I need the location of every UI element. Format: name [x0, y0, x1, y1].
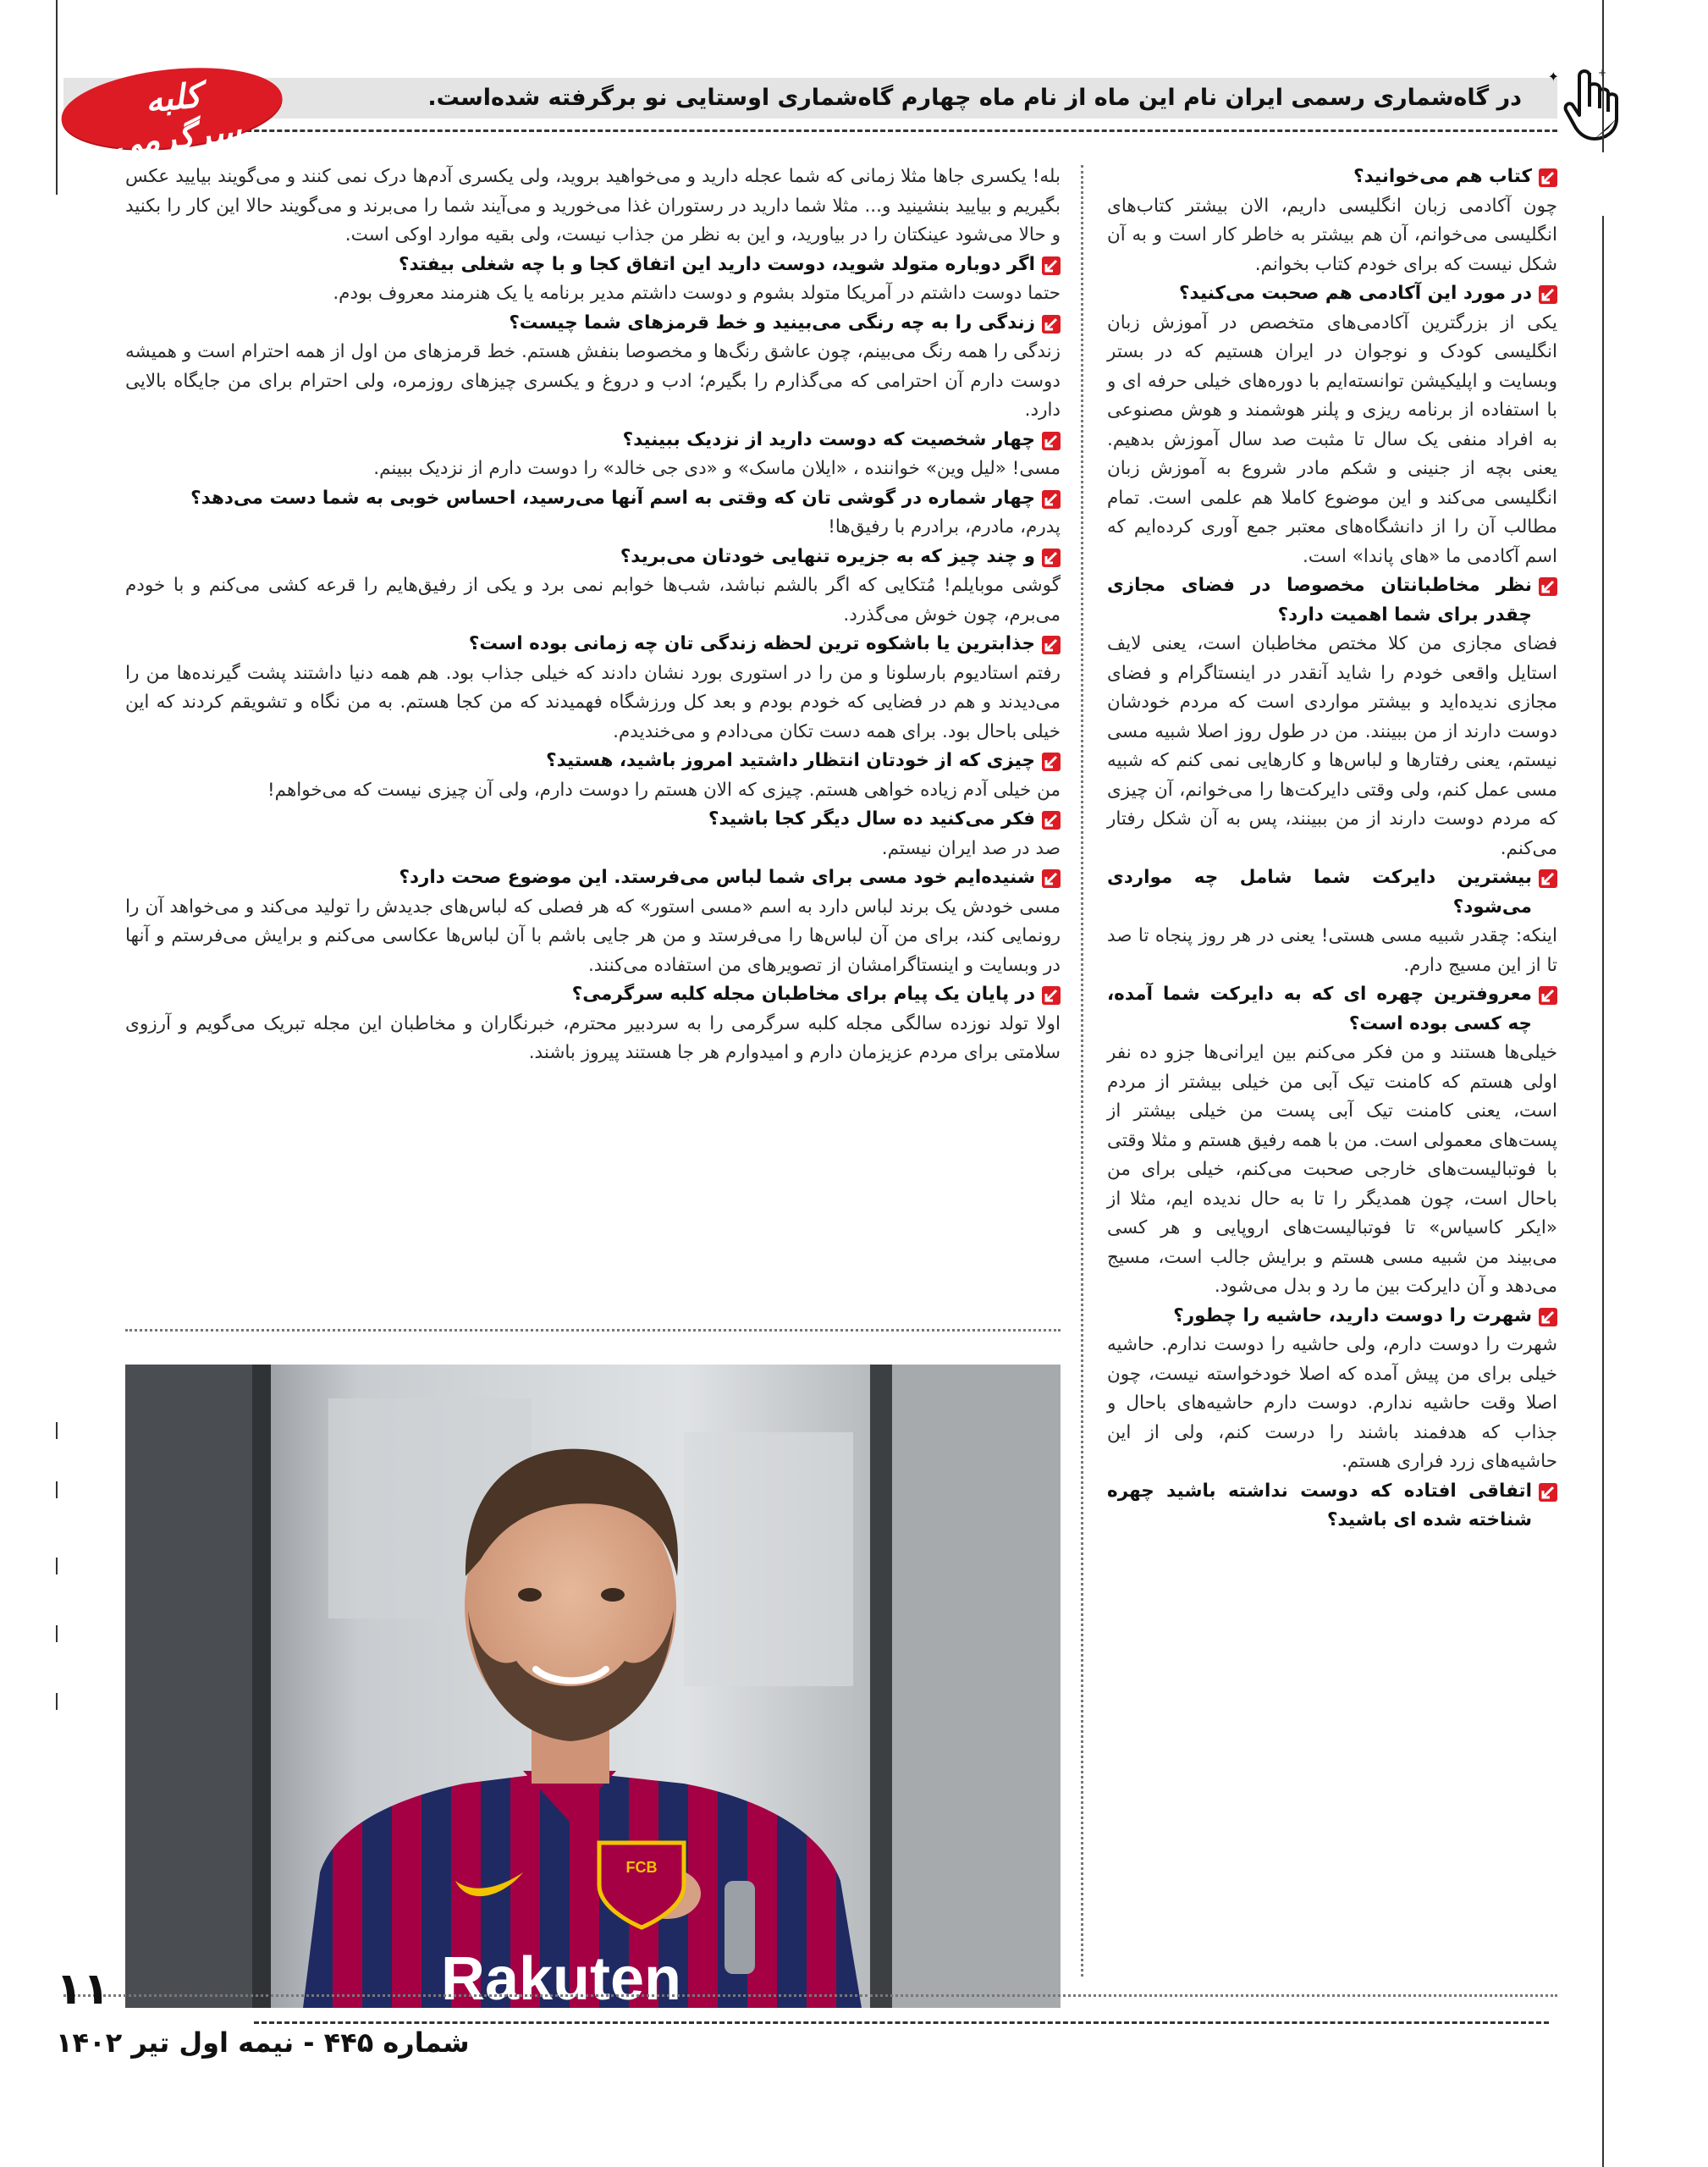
left-margin-tick — [56, 1558, 58, 1574]
question-arrow-icon — [1042, 256, 1061, 275]
answer: حتما دوست داشتم در آمریکا متولد بشوم و دوست داشتم مدیر برنامه یا یک هنرمند معروف بودم. — [333, 283, 1061, 304]
answer: من خیلی آدم زیاده خواهی هستم. چیزی که الان هستم را دوست دارم، ولی آن چیزی نیست که می‌خواهم! — [267, 779, 1061, 801]
question-arrow-icon — [1042, 490, 1061, 509]
photo-illustration — [125, 1365, 1061, 2013]
column-divider — [1081, 165, 1083, 1977]
question-arrow-icon — [1042, 315, 1061, 334]
answer: چون آکادمی زبان انگلیسی داریم، الان بیشتر کتاب‌های انگلیسی می‌خوانم، آن هم بیشتر به خاطر کار است و به آن شکل نیست که برای خودم کتاب بخوانم. — [1107, 195, 1557, 275]
photo-divider — [125, 1329, 1061, 1332]
question-arrow-icon — [1539, 168, 1557, 187]
answer: صد در صد ایران نیستم. — [881, 837, 1061, 859]
question: چهار شماره در گوشی تان که وقتی به اسم آنها می‌رسید، احساس خوبی به شما دست می‌دهد؟ — [125, 484, 1061, 514]
answer: خیلی‌ها هستند و من فکر می‌کنم بین ایرانی‌ها جزو ده نفر اولی هستم که کامنت تیک آبی من خیلی بیشتر از مردم است، یعنی کامنت تیک آبی پست من خیلی بیشتر از پست‌های معمولی است. من با همه رفیق هستم و مثلا وقتی با فوتبالیست‌های خارجی صحبت می‌کنم، خیلی برای من باحال است، چون همدیگر را تا به حال ندیده ایم، مثلا از «ایکر کاسیاس» تا فوتبالیست‌های اروپایی و هر کسی می‌بیند من شبیه مسی هستم و برایش جالب است، مسیج می‌دهد و آن دایرکت بین ما رد و بدل می‌شود. — [1107, 1042, 1557, 1297]
answer: شهرت را دوست دارم، ولی حاشیه را دوست ندارم. حاشیه خیلی برای من پیش آمده که اصلا خودخواسته نیست، چون اصلا وقت حاشیه ندارم. دوست دارم حاشیه‌های باحال و جذاب که هدفمند باشند را درست کنم، ولی از این حاشیه‌های زرد فراری هستم. — [1107, 1334, 1557, 1472]
question-arrow-icon — [1539, 1483, 1557, 1502]
page-number: ۱۱ — [56, 1964, 110, 2015]
question: اتفاقی افتاده که دوست نداشته باشید چهره شناخته شده ای باشید؟ — [1107, 1477, 1557, 1536]
question: شهرت را دوست دارید، حاشیه را چطور؟ — [1107, 1302, 1557, 1332]
left-margin-tick — [56, 1422, 58, 1439]
question: نظر مخاطبانتان مخصوصا در فضای مجازی چقدر برای شما اهمیت دارد؟ — [1107, 571, 1557, 630]
answer: رفتم استادیوم بارسلونا و من را در استوری بورد نشان دادند که خیلی جذاب بود. هم همه دنیا داشتند پشت گیرنده‌ها من را می‌دیدند و هم در فضایی که خودم بودم و بعد کل ورزشگاه فهمیدند که من کجا هستم. به من نگاه و تشویقم کردند که این خیلی باحال بود. برای همه دست تکان می‌دادم و می‌خندیدم. — [125, 662, 1061, 742]
svg-text:+: + — [1597, 67, 1606, 79]
question-arrow-icon — [1042, 986, 1061, 1005]
question-arrow-icon — [1042, 869, 1061, 888]
left-column — [125, 163, 1061, 1068]
question-arrow-icon — [1539, 577, 1557, 596]
question: زندگی را به چه رنگی می‌بینید و خط قرمزهای شما چیست؟ — [125, 309, 1061, 339]
question: معروفترین چهره ای که به دایرکت شما آمده، چه کسی بوده است؟ — [1107, 980, 1557, 1039]
pointing-hand-icon — [1547, 66, 1623, 142]
header-fact: در گاه‌شماری رسمی ایران نام این ماه از نام ماه چهارم گاه‌شماری اوستایی نو برگرفته شده‌است. — [427, 85, 1522, 111]
right-column — [1107, 163, 1557, 1536]
answer: پدرم، مادرم، برادرم با رفیق‌ها! — [828, 516, 1061, 538]
answer-continued: بله! یکسری جاها مثلا زمانی که شما عجله دارید و می‌خواهید بروید، ولی یکسری آدم‌ها درک نمی کنند و می‌گویند بیایید عکس بگیریم و بیایید بنشینید و... مثلا شما دارید در رستوران غذا می‌خورید و می‌آیند شما را می‌برند و می‌گویند حالا این کار را بکنید و حالا می‌شود عینکتان را در بیاورید، و این به نظر من جذاب نیست، ولی بقیه موارد اوکی است. — [125, 166, 1061, 245]
jersey-sponsor-text: Rakuten — [440, 1945, 682, 2013]
question: در پایان یک پیام برای مخاطبان مجله کلبه سرگرمی؟ — [125, 980, 1061, 1010]
question: جذابترین یا باشکوه ترین لحظه زندگی تان چه زمانی بوده است؟ — [125, 630, 1061, 659]
answer: اینکه: چقدر شبیه مسی هستی! یعنی در هر روز پنجاه تا صد تا از این مسیج دارم. — [1107, 925, 1557, 976]
jersey-crest-text: FCB — [625, 1859, 658, 1876]
left-margin-tick — [56, 1625, 58, 1642]
right-margin-tick — [1602, 313, 1604, 330]
question-arrow-icon — [1539, 1308, 1557, 1326]
answer: مسی خودش یک برند لباس دارد به اسم «مسی استور» که هر فصلی که لباس‌های جدیدش را تولید می‌کند و می‌خواهد آن را رونمایی کند، برای من آن لباس‌ها را می‌فرستد و من هر جایی باشم با آن لباس‌ها عکاسی می‌کنم و برایش می‌فرستم و آنها در وبسایت و اینستاگرامشان از تصویرهای من استفاده می‌کنند. — [125, 896, 1061, 976]
left-frame-line — [56, 0, 58, 195]
magazine-logo: کلبه سرگرمی — [111, 74, 244, 164]
answer: یکی از بزرگترین آکادمی‌های متخصص در آموزش زبان انگلیسی کودک و نوجوان در ایران هستیم که در بستر وبسایت و اپلیکیشن توانسته‌ایم با دوره‌های خیلی حرفه ای و با استفاده از برنامه ریزی و پلنر هوشمند و هوش مصنوعی به افراد منفی یک سال تا مثبت صد سال آموزش بدهیم. یعنی بچه از جنینی و شکم مادر شروع به آموزش زبان انگلیسی می‌کند و این موضوع کاملا هم علمی است. تمام مطالب آن را از دانشگاه‌های معتبر جمع آوری کرده‌ایم که اسم آکادمی ما «های پاندا» است. — [1107, 312, 1557, 567]
right-margin-tick — [1602, 449, 1604, 466]
left-margin-tick — [56, 1481, 58, 1498]
question: شنیده‌ایم خود مسی برای شما لباس می‌فرستد. این موضوع صحت دارد؟ — [125, 863, 1061, 893]
answer: فضای مجازی من کلا مختص مخاطبان است، یعنی لایف استایل واقعی خودم را شاید آنقدر در اینستاگرام و فضای مجازی ندیده‌اید و بیشتر مواردی است که مردم خودشان دوست دارند از من ببینند. من در طول روز اصلا شبیه مسی نیستم، یعنی رفتارها و لباس‌ها و کارهایی نمی کنم که شبیه مسی عمل کنم، ولی وقتی دایرکت‌ها را می‌خوانم، آن چیزی که مردم دوست دارند از من ببینند، پس به آن شکل رفتار می‌کنم. — [1107, 633, 1557, 859]
question: چیزی که از خودتان انتظار داشتید امروز باشید، هستید؟ — [125, 747, 1061, 776]
answer: اولا تولد نوزده سالگی مجله کلبه سرگرمی را به سردبیر محترم، خبرنگاران و مخاطبان این مجله تبریک می‌گویم و آرزوی سلامتی برای مردم عزیزمان دارم و امیدوارم هر جا هستند پیروز باشند. — [125, 1012, 1061, 1063]
left-margin-tick — [56, 1693, 58, 1710]
question: در مورد این آکادمی هم صحبت می‌کنید؟ — [1107, 279, 1557, 309]
answer: گوشی موبایلم! مُتکایی که اگر بالشم نباشد، شب‌ها خوابم نمی برد و یکی از رفیق‌هایم را قرعه کشی می‌کنم و با خودم می‌برم، چون خوش می‌گذرد. — [125, 575, 1061, 626]
question-arrow-icon — [1042, 432, 1061, 450]
question-arrow-icon — [1539, 869, 1557, 888]
issue-info: شماره ۴۴۵ - نیمه اول تیر ۱۴۰۲ — [56, 2026, 470, 2059]
question: و چند چیز که به جزیره تنهایی خودتان می‌برید؟ — [125, 543, 1061, 572]
question: بیشترین دایرکت شما شامل چه مواردی می‌شود؟ — [1107, 863, 1557, 922]
footer-divider — [63, 1994, 1557, 1997]
question-arrow-icon — [1042, 753, 1061, 771]
question-arrow-icon — [1042, 811, 1061, 830]
right-margin-tick — [1602, 508, 1604, 525]
question-arrow-icon — [1539, 986, 1557, 1005]
answer: مسی! «لیل وین» خواننده ، «ایلان ماسک» و «دی جی خالد» را دوست دارم از نزدیک ببینم. — [373, 458, 1061, 479]
question: اگر دوباره متولد شوید، دوست دارید این اتفاق کجا و با چه شغلی بیفتد؟ — [125, 251, 1061, 280]
svg-text:✦: ✦ — [1547, 69, 1559, 85]
question-arrow-icon — [1042, 549, 1061, 567]
header-divider — [178, 130, 1557, 132]
question: چهار شخصیت که دوست دارید از نزدیک ببینید؟ — [125, 426, 1061, 455]
question: فکر می‌کنید ده سال دیگر کجا باشید؟ — [125, 805, 1061, 835]
question-arrow-icon — [1042, 636, 1061, 654]
interview-photo — [125, 1365, 1061, 2013]
footer-dash-line — [254, 2021, 1549, 2024]
question: کتاب هم می‌خوانید؟ — [1107, 163, 1557, 192]
question-arrow-icon — [1539, 285, 1557, 304]
right-frame-line — [1602, 0, 1604, 152]
answer: زندگی را همه رنگ می‌بینم، چون عاشق رنگ‌ها و مخصوصا بنفش هستم. خط قرمزهای من اول از همه احترام است و همیشه دوست دارم آن احترامی که می‌گذارم را بگیرم؛ ادب و دروغ و یکسری چیزهای روزمره، ولی احترام برای من جایگاه بالایی دارد. — [125, 341, 1061, 421]
right-margin-tick — [1602, 381, 1604, 398]
